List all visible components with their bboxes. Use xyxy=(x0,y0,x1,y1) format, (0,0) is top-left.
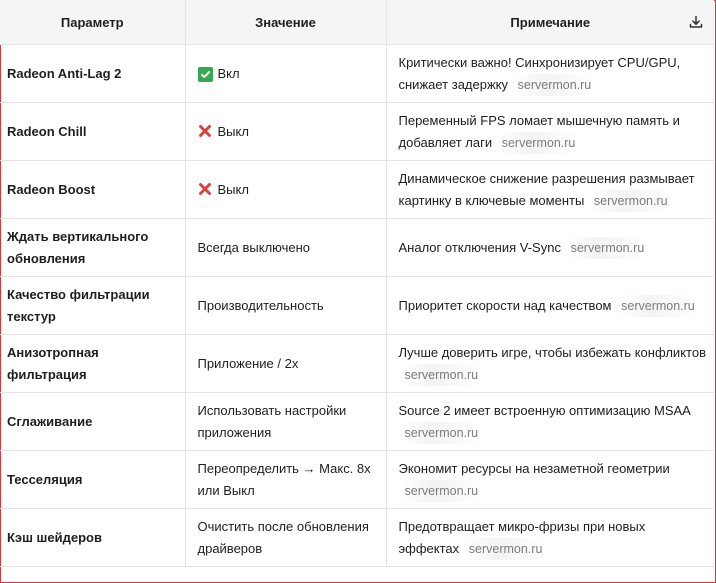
source-link[interactable]: servermon.ru xyxy=(465,538,547,560)
note-text: Аналог отключения V-Sync xyxy=(398,239,561,255)
note-cell xyxy=(386,509,714,567)
source-link[interactable]: servermon.ru xyxy=(401,364,483,386)
parameter-cell xyxy=(0,335,185,393)
value-label: Переопределить → Макс. 8x или Выкл xyxy=(197,460,371,498)
value-label: Выкл xyxy=(217,181,249,197)
note-cell xyxy=(386,451,714,509)
parameter-label: Тесселяция xyxy=(7,471,83,487)
parameter-cell xyxy=(0,45,185,103)
value-label: Приложение / 2x xyxy=(197,355,299,371)
header-note-label: Примечание xyxy=(510,14,591,30)
note-text: Динамическое снижение разрешения размывает картинку в ключевые моменты xyxy=(398,170,695,208)
note-cell xyxy=(386,45,714,103)
note-cell xyxy=(386,277,714,335)
cross-icon xyxy=(198,123,213,138)
value-label: Вкл xyxy=(217,65,240,81)
parameter-cell xyxy=(0,509,185,567)
value-cell xyxy=(185,393,386,451)
parameter-cell xyxy=(0,393,185,451)
header-note xyxy=(386,0,714,45)
table-row xyxy=(0,393,714,451)
table-row xyxy=(0,161,714,219)
table-row xyxy=(0,451,714,509)
check-icon xyxy=(198,67,213,82)
note-cell xyxy=(386,103,714,161)
download-icon[interactable] xyxy=(688,14,704,30)
value-cell xyxy=(185,277,386,335)
value-label: Выкл xyxy=(217,123,249,139)
parameter-label: Сглаживание xyxy=(7,413,93,429)
parameter-label: Radeon Chill xyxy=(7,123,87,139)
note-text: Переменный FPS ломает мышечную память и добавляет лаги xyxy=(398,112,680,150)
note-cell xyxy=(386,161,714,219)
value-cell xyxy=(185,335,386,393)
header-parameter: Параметр xyxy=(0,0,185,45)
note-text: Экономит ресурсы на незаметной геометрии xyxy=(398,460,670,476)
note-cell xyxy=(386,393,714,451)
table-row xyxy=(0,335,714,393)
header-value: Значение xyxy=(185,0,386,45)
value-label: Использовать настройки приложения xyxy=(197,402,347,440)
parameter-cell xyxy=(0,451,185,509)
source-link[interactable]: servermon.ru xyxy=(617,295,699,317)
parameter-label: Radeon Boost xyxy=(7,181,96,197)
note-text: Приоритет скорости над качеством xyxy=(398,297,612,313)
source-link[interactable]: servermon.ru xyxy=(401,422,483,444)
note-text: Лучше доверить игре, чтобы избежать конфликтов xyxy=(398,344,706,360)
cross-icon xyxy=(198,181,213,196)
parameter-label: Кэш шейдеров xyxy=(7,529,102,545)
table-row xyxy=(0,277,714,335)
parameter-label: Анизотропная фильтрация xyxy=(7,344,99,382)
parameter-label: Ждать вертикального обновления xyxy=(7,228,149,266)
source-link[interactable]: servermon.ru xyxy=(514,74,596,96)
value-cell xyxy=(185,161,386,219)
note-cell xyxy=(386,335,714,393)
value-cell xyxy=(185,219,386,277)
table-row xyxy=(0,45,714,103)
source-link[interactable]: servermon.ru xyxy=(567,237,649,259)
parameter-cell xyxy=(0,103,185,161)
value-cell xyxy=(185,45,386,103)
value-label: Очистить после обновления драйверов xyxy=(197,518,369,556)
note-text: Source 2 имеет встроенную оптимизацию MSAA xyxy=(398,402,691,418)
table-row xyxy=(0,103,714,161)
parameter-label: Качество фильтрации текстур xyxy=(7,286,150,324)
value-cell xyxy=(185,509,386,567)
source-link[interactable]: servermon.ru xyxy=(590,190,672,212)
table-header-row xyxy=(0,0,714,45)
note-cell xyxy=(386,219,714,277)
value-cell xyxy=(185,451,386,509)
source-link[interactable]: servermon.ru xyxy=(401,480,483,502)
value-cell xyxy=(185,103,386,161)
parameter-cell xyxy=(0,277,185,335)
source-link[interactable]: servermon.ru xyxy=(498,132,580,154)
parameter-cell xyxy=(0,161,185,219)
value-label: Всегда выключено xyxy=(197,239,311,255)
parameter-cell xyxy=(0,219,185,277)
table-row xyxy=(0,509,714,567)
parameter-label: Radeon Anti-Lag 2 xyxy=(7,65,122,81)
value-label: Производительность xyxy=(197,297,324,313)
table-row xyxy=(0,219,714,277)
note-text: Критически важно! Синхронизирует CPU/GPU, снижает задержку xyxy=(398,54,681,92)
note-text: Предотвращает микро-фризы при новых эффектах xyxy=(398,518,646,556)
